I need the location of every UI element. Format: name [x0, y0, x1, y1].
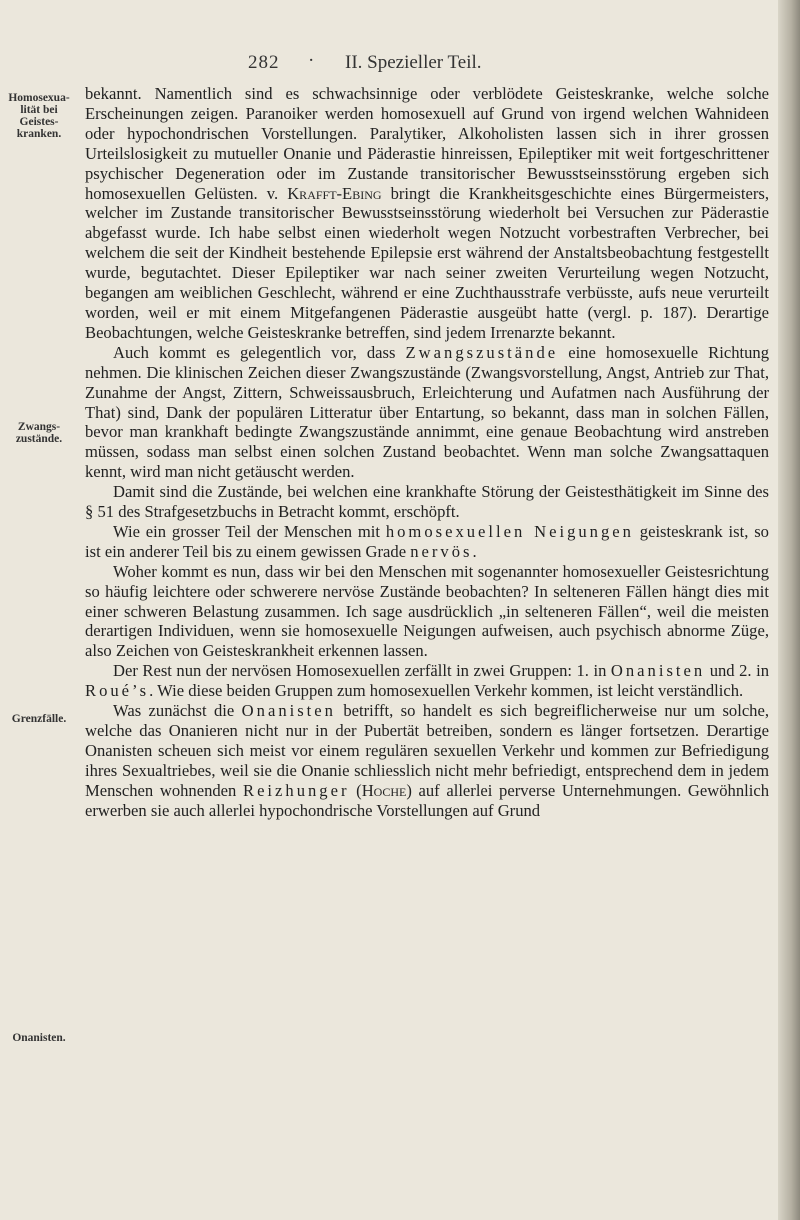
body-text	[85, 84, 769, 821]
margin-note-homosexualitaet: Homosexua-lität bei Geistes-kranken.	[8, 92, 70, 140]
text-run: bekannt. Namentlich sind es schwachsinnige oder verblödete Geisteskranke, welche solche Erscheinungen zeigen. Paranoiker werden homosexuell auf Grund von irgend welchen Wahnideen oder hypochondrischen Vorstellungen. Paralytiker, Alkoholisten lassen sich in ihrer grossen Urteilslosigkeit zu mutueller Onanie und Päderastie hinreissen, Epileptiker mit weit fortgeschrittener psychischer Degeneration oder im Zustande transitorischer Bewusstseinsstörung ergeben sich homosexuellen Gelüsten. v.	[85, 84, 769, 203]
paragraph-4	[85, 522, 769, 562]
spaced-term: nervös	[410, 541, 473, 561]
spaced-term: Onanisten	[241, 701, 336, 721]
text-run: Wie ein grosser Teil der Menschen mit	[113, 521, 386, 541]
text-run: eine homosexuelle Richtung nehmen. Die klinischen Zeichen dieser Zwangszustände (Zwangsvorstellung, Angst, Antrieb zur That, Zunahme der Angst, Zittern, Schweissausbruch, Erleichterung und Aufatmen nach Ausführung der That) sind, Dank der populären Litteratur über Entartung, so bekannt, dass man in solchen Fällen, bevor man krankhaft bedingte Zwangszustände annimmt, eine genaue Beobachtung wird anstreben müssen, sodass man selbst einen solchen Zustand beobachtet. Wenn man solche Zwangsattaquen kennt, wird man nicht getäuscht werden.	[85, 342, 770, 482]
text-run: Was zunächst die	[113, 701, 242, 721]
spaced-term: Onanisten	[610, 661, 706, 681]
text-run: ) auf allerlei perverse Unternehmungen. Gewöhnlich erwerben sie auch allerlei hypochondrische Vorstellungen auf Grund	[85, 780, 770, 820]
paragraph-2	[85, 343, 769, 482]
running-header	[248, 52, 748, 76]
paragraph-1	[85, 84, 769, 343]
page-number: 282	[248, 52, 280, 73]
author-name: Krafft-Ebing	[287, 183, 382, 203]
paragraph-6	[85, 661, 769, 701]
text-run: geisteskrank ist, so ist ein anderer Teil bis zu einem gewissen Grade	[85, 521, 769, 561]
text-run: Der Rest nun der nervösen Homosexuellen zerfällt in zwei Gruppen: 1. in	[113, 661, 611, 681]
text-run: .	[472, 541, 477, 561]
spaced-term: homosexuellen Neigungen	[385, 521, 634, 541]
running-title: II. Spezieller Teil.	[345, 52, 482, 73]
margin-note-onanisten: Onanisten.	[12, 1032, 66, 1044]
spaced-term: Zwangszustände	[405, 342, 559, 362]
paragraph-7	[85, 701, 769, 820]
text-run: bringt die Krankheitsgeschichte eines Bürgermeisters, welcher im Zustande transitorischer Bewusstseinsstörung wiederholt bei Versuchen zur Päderastie abgefasst wurde. Ich habe selbst einen wiederholt wegen Notzucht vorbestraften Verbrecher, bei welchem die seit der Kindheit bestehende Epilepsie erst während der Anstaltsbeobachtung festgestellt wurde, begutachtet. Dieser Epileptiker war nach seiner zweiten Verurteilung wegen Notzucht, begangen am weiblichen Geschlecht, während er eine Zuchthausstrafe verbüsste, aufs neue verurteilt worden, weil er mit einem Mitgefangenen Päderastie ausgeübt hatte (vergl. p. 187). Derartige Beobachtungen, welche Geisteskranke betreffen, sind jedem Irrenarzte bekannt.	[85, 183, 769, 342]
text-run: Auch kommt es gelegentlich vor, dass	[113, 342, 406, 362]
spaced-term: Roué’s	[85, 681, 150, 701]
page-edge-shadow	[778, 0, 800, 1220]
paragraph-3: Damit sind die Zustände, bei welchen eine krankhafte Störung der Geistesthätigkeit im Sinne des § 51 des Strafgesetzbuchs in Betracht kommt, erschöpft.	[85, 482, 769, 522]
text-run: . Wie diese beiden Gruppen zum homosexuellen Verkehr kommen, ist leicht verständlich.	[149, 681, 744, 701]
author-name: Hoche	[361, 780, 407, 800]
header-mark: ·	[308, 50, 315, 71]
spaced-term: Reizhunger	[243, 780, 350, 800]
margin-note-zwangszustaende: Zwangs-zustände.	[15, 421, 63, 445]
text-run: (	[349, 780, 362, 800]
text-run: und 2. in	[705, 661, 769, 681]
margin-note-grenzfaelle: Grenzfälle.	[11, 713, 67, 725]
paragraph-5: Woher kommt es nun, dass wir bei den Menschen mit sogenannter homosexueller Geistesrichtung so häufig leichtere oder schwerere nervöse Zustände beobachten? In selteneren Fällen hängt dies mit einer schweren Belastung zusammen. Ich sage ausdrücklich „in selteneren Fällen“, weil die meisten derartigen Individuen, wenn sie homosexuelle Neigungen aufweisen, auch psychisch abnorme Züge, also Zeichen von Geisteskrankheit erkennen lassen.	[85, 561, 769, 661]
text-run: betrifft, so handelt es sich begreiflicherweise nur um solche, welche das Onanieren nicht nur in der Pubertät betreiben, sondern es länger fortsetzen. Derartige Onanisten scheuen sich meist vor einem regulären sexuellen Verkehr und kommen zur Befriedigung ihres Sexualtriebes, weil sie die Onanie schliesslich nicht mehr befriedigt, entsprechend dem in jedem Menschen wohnenden	[85, 701, 769, 800]
